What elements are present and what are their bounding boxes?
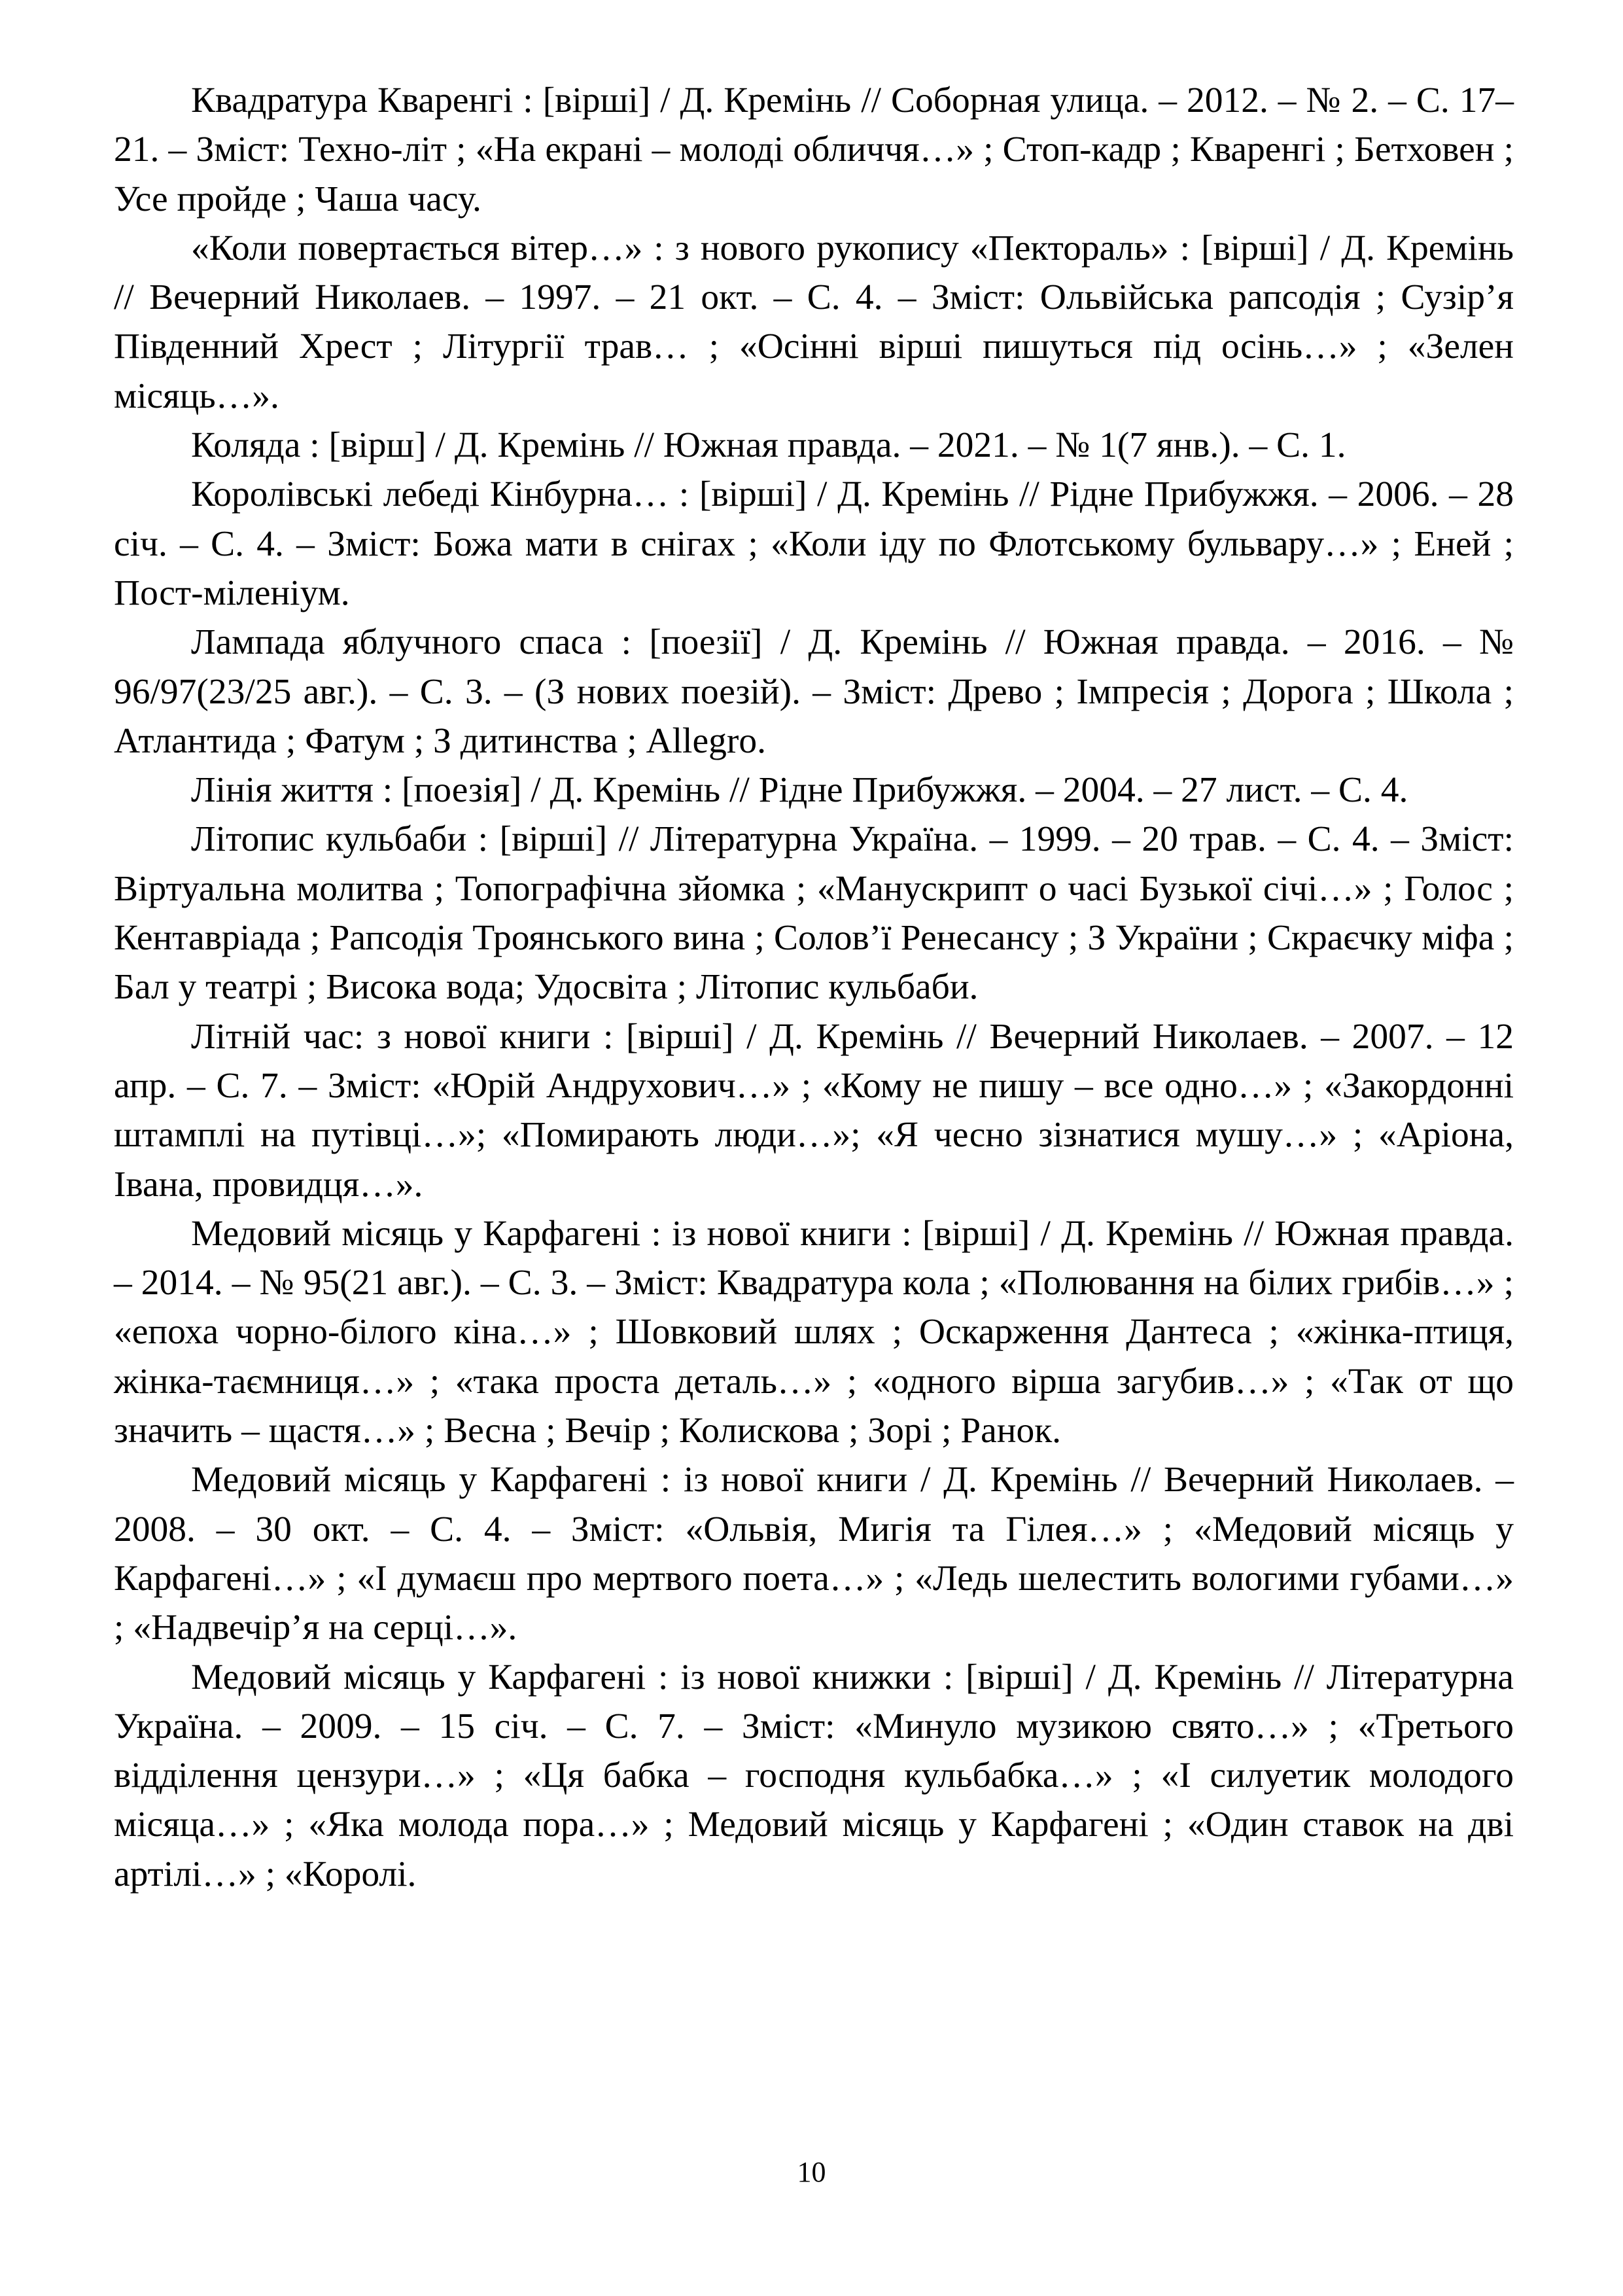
page-number: 10 — [797, 2156, 826, 2188]
bibliography-entry: Медовий місяць у Карфагені : із нової книги : [вірші] / Д. Кремінь // Южная правда. – 2014. – № 95(21 авг.). – С. 3. – Зміст: Квадратура кола ; «Полювання на білих грибів…» ; «епоха чорно-білого кіна…» ; Шовковий шлях ; Оскарження Дантеса ; «жінка-птиця, жінка-таємниця…» ; «така проста деталь…» ; «одного вірша загубив…» ; «Так от що значить – щастя…» ; Весна ; Вечір ; Колискова ; Зорі ; Ранок. — [114, 1213, 1514, 1451]
bibliography-entry: Літопис кульбаби : [вірші] // Літературна Україна. – 1999. – 20 трав. – С. 4. – Зміст: Віртуальна молитва ; Топографічна зйомка ; «Манускрипт о часі Бузької січі…» ; Голос ; Кентавріада ; Рапсодія Троянського вина ; Солов’ї Ренесансу ; З України ; Скраєчку міфа ; Бал у театрі ; Висока вода; Удосвіта ; Літопис кульбаби. — [114, 819, 1514, 1008]
bibliography-page — [114, 76, 1514, 1899]
bibliography-entry: Літній час: з нової книги : [вірші] / Д. Кремінь // Вечерний Николаев. – 2007. – 12 апр. – С. 7. – Зміст: «Юрій Андрухович…» ; «Кому не пишу – все одно…» ; «Закордонні штамплі на путівці…»; «Помирають люди…»; «Я чесно зізнатися мушу…» ; «Аріона, Івана, провидця…». — [114, 1016, 1514, 1205]
bibliography-entry: Коляда : [вірш] / Д. Кремінь // Южная правда. – 2021. – № 1(7 янв.). – С. 1. — [191, 425, 1346, 466]
bibliography-entry: Квадратура Кваренгі : [вірші] / Д. Кремінь // Соборная улица. – 2012. – № 2. – С. 17–21. – Зміст: Техно-літ ; «На екрані – молоді обличчя…» ; Стоп-кадр ; Кваренгі ; Бетховен ; Усе пройде ; Чаша часу. — [114, 80, 1514, 219]
bibliography-entry: Лінія життя : [поезія] / Д. Кремінь // Рідне Прибужжя. – 2004. – 27 лист. – С. 4. — [191, 770, 1408, 811]
bibliography-entry: Лампада яблучного спаса : [поезії] / Д. Кремінь // Южная правда. – 2016. – № 96/97(23/25 авг.). – С. 3. – (З нових поезій). – Зміст: Древо ; Імпресія ; Дорога ; Школа ; Атлантида ; Фатум ; З дитинства ; Allegro. — [114, 622, 1514, 761]
bibliography-entry: «Коли повертається вітер…» : з нового рукопису «Пектораль» : [вірші] / Д. Кремінь // Вечерний Николаев. – 1997. – 21 окт. – С. 4. – Зміст: Ольвійська рапсодія ; Сузір’я Південний Хрест ; Літургії трав… ; «Осінні вірші пишуться під осінь…» ; «Зелен місяць…». — [114, 228, 1514, 416]
bibliography-entry: Королівські лебеді Кінбурна… : [вірші] / Д. Кремінь // Рідне Прибужжя. – 2006. – 28 січ. – С. 4. – Зміст: Божа мати в снігах ; «Коли іду по Флотському бульвару…» ; Еней ; Пост-міленіум. — [114, 474, 1514, 613]
bibliography-entry: Медовий місяць у Карфагені : із нової книжки : [вірші] / Д. Кремінь // Літературна Україна. – 2009. – 15 січ. – С. 7. – Зміст: «Минуло музикою свято…» ; «Третього відділення цензури…» ; «Ця бабка – господня кульбабка…» ; «І силуетик молодого місяца…» ; «Яка молода пора…» ; Медовий місяць у Карфагені ; «Один ставок на дві артілі…» ; «Королі. — [114, 1657, 1514, 1894]
bibliography-entry: Медовий місяць у Карфагені : із нової книги / Д. Кремінь // Вечерний Николаев. – 2008. – 30 окт. – С. 4. – Зміст: «Ольвія, Мигія та Гілея…» ; «Медовий місяць у Карфагені…» ; «І думаєш про мертвого поета…» ; «Ледь шелестить вологими губами…» ; «Надвечір’я на серці…». — [114, 1460, 1514, 1648]
